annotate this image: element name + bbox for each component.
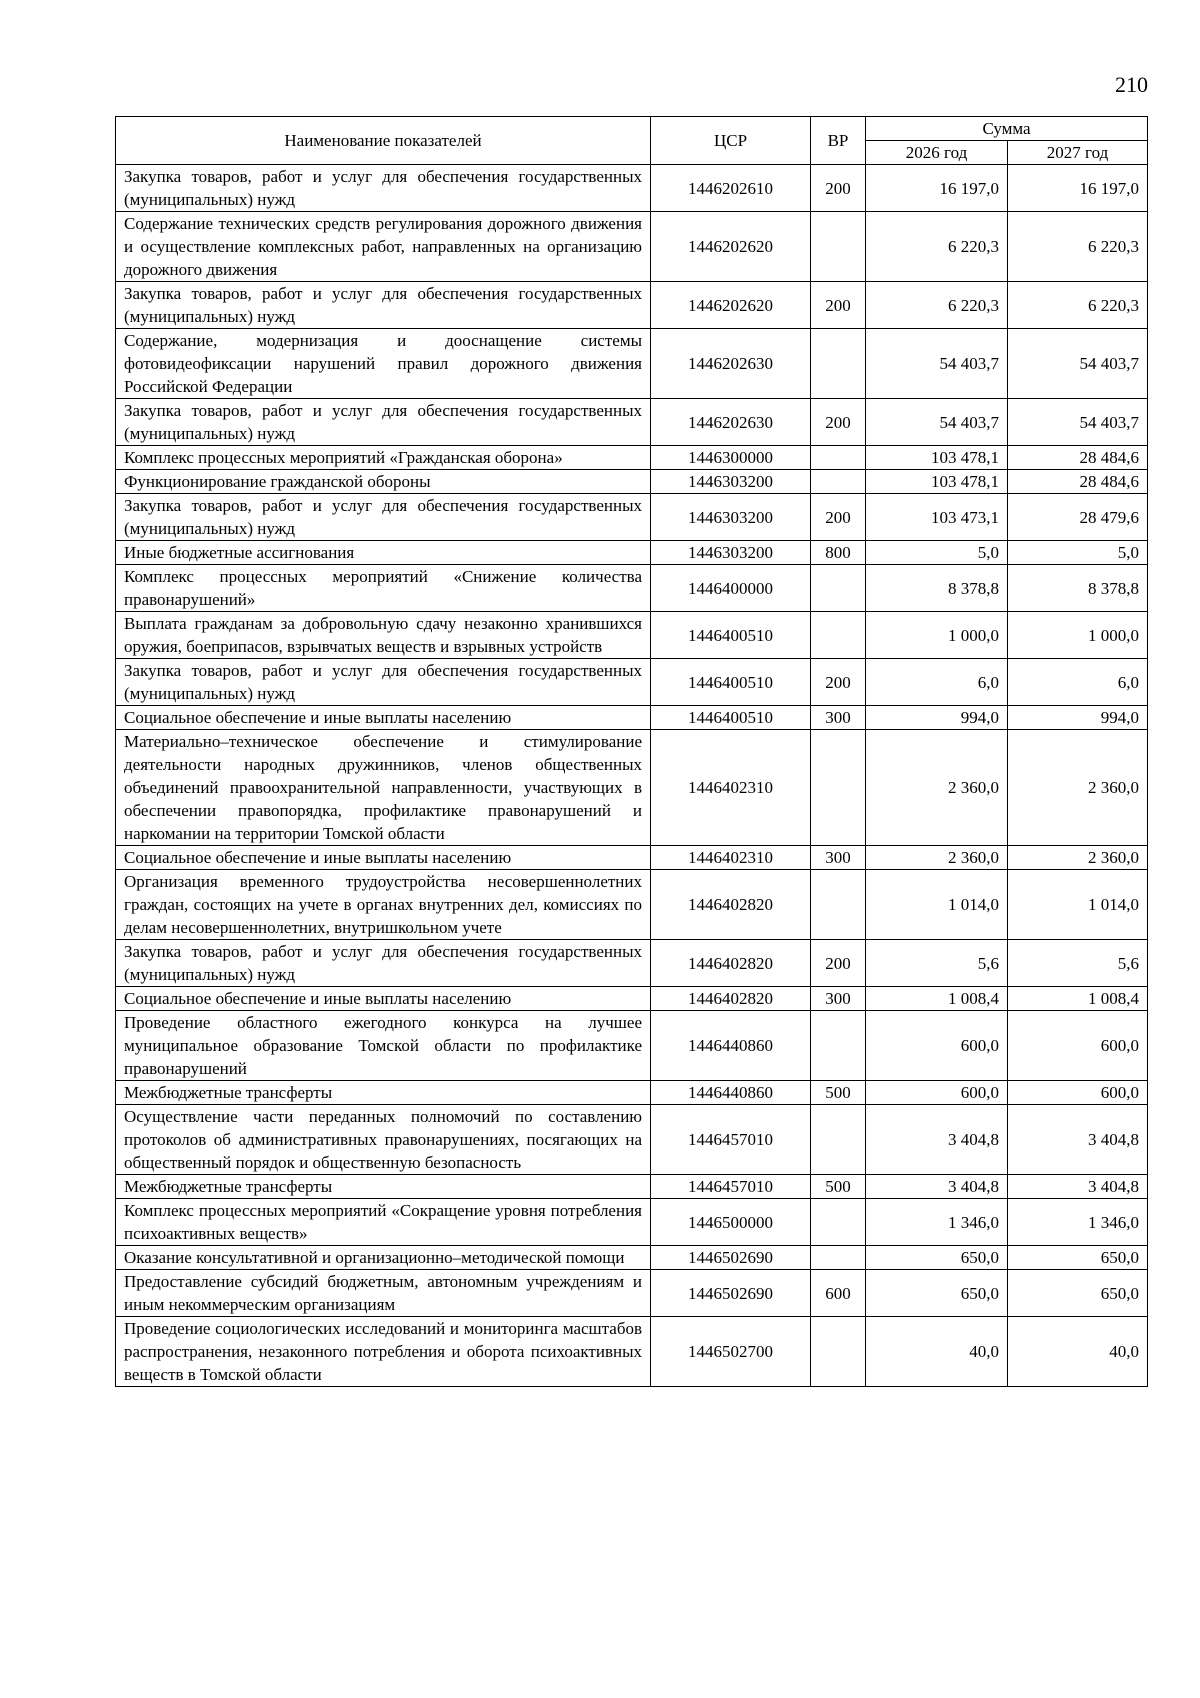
row-csr: 1446402310 — [651, 846, 811, 870]
row-vr — [811, 329, 866, 399]
budget-table — [115, 116, 1148, 1387]
row-sum-2026: 600,0 — [866, 1011, 1008, 1081]
row-vr — [811, 470, 866, 494]
row-sum-2026: 1 008,4 — [866, 987, 1008, 1011]
row-sum-2026: 103 478,1 — [866, 446, 1008, 470]
table-row — [116, 1246, 1148, 1270]
row-name: Комплекс процессных мероприятий «Снижение количества правонарушений» — [116, 565, 651, 612]
row-name: Организация временного трудоустройства несовершеннолетних граждан, состоящих на учете в органах внутренних дел, комиссиях по делам несовершеннолетних, внутришкольном учете — [116, 870, 651, 940]
row-name: Межбюджетные трансферты — [116, 1175, 651, 1199]
row-sum-2027: 40,0 — [1008, 1317, 1148, 1387]
row-name: Закупка товаров, работ и услуг для обеспечения государственных (муниципальных) нужд — [116, 165, 651, 212]
row-name: Предоставление субсидий бюджетным, автономным учреждениям и иным некоммерческим организациям — [116, 1270, 651, 1317]
row-vr — [811, 1246, 866, 1270]
row-sum-2026: 6,0 — [866, 659, 1008, 706]
table-body — [116, 165, 1148, 1387]
row-name: Социальное обеспечение и иные выплаты населению — [116, 987, 651, 1011]
row-name: Выплата гражданам за добровольную сдачу незаконно хранившихся оружия, боеприпасов, взрывчатых веществ и взрывных устройств — [116, 612, 651, 659]
table-row — [116, 399, 1148, 446]
row-sum-2027: 600,0 — [1008, 1081, 1148, 1105]
row-sum-2027: 650,0 — [1008, 1270, 1148, 1317]
row-csr: 1446400510 — [651, 706, 811, 730]
row-name: Закупка товаров, работ и услуг для обеспечения государственных (муниципальных) нужд — [116, 282, 651, 329]
row-name: Содержание, модернизация и дооснащение системы фотовидеофиксации нарушений правил дорожного движения Российской Федерации — [116, 329, 651, 399]
header-sum: Сумма — [866, 117, 1148, 141]
table-row — [116, 565, 1148, 612]
table-row — [116, 282, 1148, 329]
row-csr: 1446502700 — [651, 1317, 811, 1387]
row-name: Материально–техническое обеспечение и стимулирование деятельности народных дружинников, членов общественных объединений правоохранительной направленности, участвующих в обеспечении правопорядка, профилактике правонарушений и наркомании на территории Томской области — [116, 730, 651, 846]
row-sum-2026: 54 403,7 — [866, 399, 1008, 446]
row-sum-2026: 3 404,8 — [866, 1105, 1008, 1175]
row-sum-2026: 650,0 — [866, 1246, 1008, 1270]
header-year-2027: 2027 год — [1008, 141, 1148, 165]
row-sum-2027: 1 346,0 — [1008, 1199, 1148, 1246]
row-sum-2027: 3 404,8 — [1008, 1105, 1148, 1175]
row-sum-2027: 600,0 — [1008, 1011, 1148, 1081]
row-vr: 500 — [811, 1175, 866, 1199]
row-sum-2027: 28 484,6 — [1008, 446, 1148, 470]
row-sum-2027: 5,6 — [1008, 940, 1148, 987]
row-vr — [811, 1317, 866, 1387]
table-row — [116, 165, 1148, 212]
table-row — [116, 659, 1148, 706]
row-csr: 1446202630 — [651, 399, 811, 446]
row-csr: 1446500000 — [651, 1199, 811, 1246]
table-row — [116, 1317, 1148, 1387]
table-row — [116, 1175, 1148, 1199]
row-sum-2027: 2 360,0 — [1008, 846, 1148, 870]
row-name: Комплекс процессных мероприятий «Гражданская оборона» — [116, 446, 651, 470]
row-name: Межбюджетные трансферты — [116, 1081, 651, 1105]
row-sum-2026: 16 197,0 — [866, 165, 1008, 212]
row-sum-2027: 3 404,8 — [1008, 1175, 1148, 1199]
row-csr: 1446202610 — [651, 165, 811, 212]
row-name: Осуществление части переданных полномочий по составлению протоколов об административных правонарушениях, посягающих на общественный порядок и общественную безопасность — [116, 1105, 651, 1175]
row-sum-2027: 650,0 — [1008, 1246, 1148, 1270]
row-sum-2026: 54 403,7 — [866, 329, 1008, 399]
table-header — [116, 117, 1148, 165]
row-csr: 1446202620 — [651, 282, 811, 329]
row-vr — [811, 1105, 866, 1175]
table-row — [116, 730, 1148, 846]
row-vr — [811, 212, 866, 282]
row-sum-2026: 6 220,3 — [866, 212, 1008, 282]
row-sum-2026: 600,0 — [866, 1081, 1008, 1105]
table-row — [116, 212, 1148, 282]
header-name: Наименование показателей — [116, 117, 651, 165]
row-csr: 1446303200 — [651, 494, 811, 541]
row-csr: 1446440860 — [651, 1081, 811, 1105]
row-vr — [811, 1011, 866, 1081]
row-sum-2027: 5,0 — [1008, 541, 1148, 565]
table-row — [116, 541, 1148, 565]
row-sum-2027: 1 000,0 — [1008, 612, 1148, 659]
row-csr: 1446402820 — [651, 987, 811, 1011]
table-row — [116, 329, 1148, 399]
row-vr: 200 — [811, 165, 866, 212]
row-vr: 600 — [811, 1270, 866, 1317]
row-sum-2027: 6 220,3 — [1008, 212, 1148, 282]
row-csr: 1446402820 — [651, 940, 811, 987]
row-vr — [811, 612, 866, 659]
row-sum-2026: 1 346,0 — [866, 1199, 1008, 1246]
row-csr: 1446400000 — [651, 565, 811, 612]
row-name: Содержание технических средств регулирования дорожного движения и осуществление комплексных работ, направленных на организацию дорожного движения — [116, 212, 651, 282]
row-csr: 1446300000 — [651, 446, 811, 470]
row-csr: 1446400510 — [651, 659, 811, 706]
table-row — [116, 470, 1148, 494]
row-name: Социальное обеспечение и иные выплаты населению — [116, 706, 651, 730]
row-vr: 200 — [811, 940, 866, 987]
row-sum-2027: 2 360,0 — [1008, 730, 1148, 846]
table-row — [116, 1199, 1148, 1246]
row-name: Закупка товаров, работ и услуг для обеспечения государственных (муниципальных) нужд — [116, 659, 651, 706]
row-sum-2026: 1 000,0 — [866, 612, 1008, 659]
row-csr: 1446303200 — [651, 541, 811, 565]
page-number: 210 — [1115, 72, 1148, 97]
row-name: Закупка товаров, работ и услуг для обеспечения государственных (муниципальных) нужд — [116, 940, 651, 987]
row-csr: 1446303200 — [651, 470, 811, 494]
row-vr: 200 — [811, 399, 866, 446]
row-sum-2027: 1 014,0 — [1008, 870, 1148, 940]
table-row — [116, 870, 1148, 940]
row-sum-2026: 40,0 — [866, 1317, 1008, 1387]
header-vr: ВР — [811, 117, 866, 165]
row-vr: 200 — [811, 494, 866, 541]
row-sum-2026: 5,0 — [866, 541, 1008, 565]
row-sum-2026: 994,0 — [866, 706, 1008, 730]
row-name: Оказание консультативной и организационно–методической помощи — [116, 1246, 651, 1270]
row-sum-2027: 16 197,0 — [1008, 165, 1148, 212]
table-row — [116, 706, 1148, 730]
table-row — [116, 494, 1148, 541]
row-name: Функционирование гражданской обороны — [116, 470, 651, 494]
table-row — [116, 446, 1148, 470]
row-sum-2026: 3 404,8 — [866, 1175, 1008, 1199]
row-vr — [811, 730, 866, 846]
table-row — [116, 612, 1148, 659]
row-vr: 800 — [811, 541, 866, 565]
table-row — [116, 1105, 1148, 1175]
row-sum-2027: 1 008,4 — [1008, 987, 1148, 1011]
row-vr: 300 — [811, 987, 866, 1011]
header-csr: ЦСР — [651, 117, 811, 165]
row-sum-2027: 6 220,3 — [1008, 282, 1148, 329]
row-csr: 1446402310 — [651, 730, 811, 846]
row-vr: 200 — [811, 659, 866, 706]
row-vr: 300 — [811, 706, 866, 730]
table-row — [116, 1011, 1148, 1081]
row-name: Иные бюджетные ассигнования — [116, 541, 651, 565]
row-name: Социальное обеспечение и иные выплаты населению — [116, 846, 651, 870]
row-vr: 500 — [811, 1081, 866, 1105]
header-year-2026: 2026 год — [866, 141, 1008, 165]
row-name: Комплекс процессных мероприятий «Сокращение уровня потребления психоактивных веществ» — [116, 1199, 651, 1246]
row-csr: 1446502690 — [651, 1246, 811, 1270]
row-csr: 1446202630 — [651, 329, 811, 399]
row-name: Проведение областного ежегодного конкурса на лучшее муниципальное образование Томской области по профилактике правонарушений — [116, 1011, 651, 1081]
row-csr: 1446457010 — [651, 1175, 811, 1199]
row-csr: 1446400510 — [651, 612, 811, 659]
row-name: Проведение социологических исследований и мониторинга масштабов распространения, незаконного потребления и оборота психоактивных веществ в Томской области — [116, 1317, 651, 1387]
row-sum-2026: 2 360,0 — [866, 730, 1008, 846]
row-vr: 200 — [811, 282, 866, 329]
table-row — [116, 846, 1148, 870]
row-vr — [811, 870, 866, 940]
row-name: Закупка товаров, работ и услуг для обеспечения государственных (муниципальных) нужд — [116, 399, 651, 446]
row-csr: 1446502690 — [651, 1270, 811, 1317]
row-sum-2027: 8 378,8 — [1008, 565, 1148, 612]
row-sum-2027: 54 403,7 — [1008, 399, 1148, 446]
row-sum-2027: 994,0 — [1008, 706, 1148, 730]
row-sum-2026: 2 360,0 — [866, 846, 1008, 870]
row-sum-2027: 6,0 — [1008, 659, 1148, 706]
row-vr — [811, 446, 866, 470]
row-sum-2026: 5,6 — [866, 940, 1008, 987]
row-sum-2026: 1 014,0 — [866, 870, 1008, 940]
row-csr: 1446202620 — [651, 212, 811, 282]
row-csr: 1446402820 — [651, 870, 811, 940]
row-vr — [811, 1199, 866, 1246]
table-row — [116, 1270, 1148, 1317]
row-sum-2026: 8 378,8 — [866, 565, 1008, 612]
row-csr: 1446457010 — [651, 1105, 811, 1175]
row-sum-2026: 650,0 — [866, 1270, 1008, 1317]
row-vr: 300 — [811, 846, 866, 870]
table-row — [116, 1081, 1148, 1105]
row-csr: 1446440860 — [651, 1011, 811, 1081]
row-sum-2026: 6 220,3 — [866, 282, 1008, 329]
row-vr — [811, 565, 866, 612]
table-row — [116, 987, 1148, 1011]
row-sum-2026: 103 478,1 — [866, 470, 1008, 494]
row-sum-2027: 28 484,6 — [1008, 470, 1148, 494]
table-row — [116, 940, 1148, 987]
row-sum-2027: 28 479,6 — [1008, 494, 1148, 541]
row-sum-2027: 54 403,7 — [1008, 329, 1148, 399]
row-name: Закупка товаров, работ и услуг для обеспечения государственных (муниципальных) нужд — [116, 494, 651, 541]
row-sum-2026: 103 473,1 — [866, 494, 1008, 541]
